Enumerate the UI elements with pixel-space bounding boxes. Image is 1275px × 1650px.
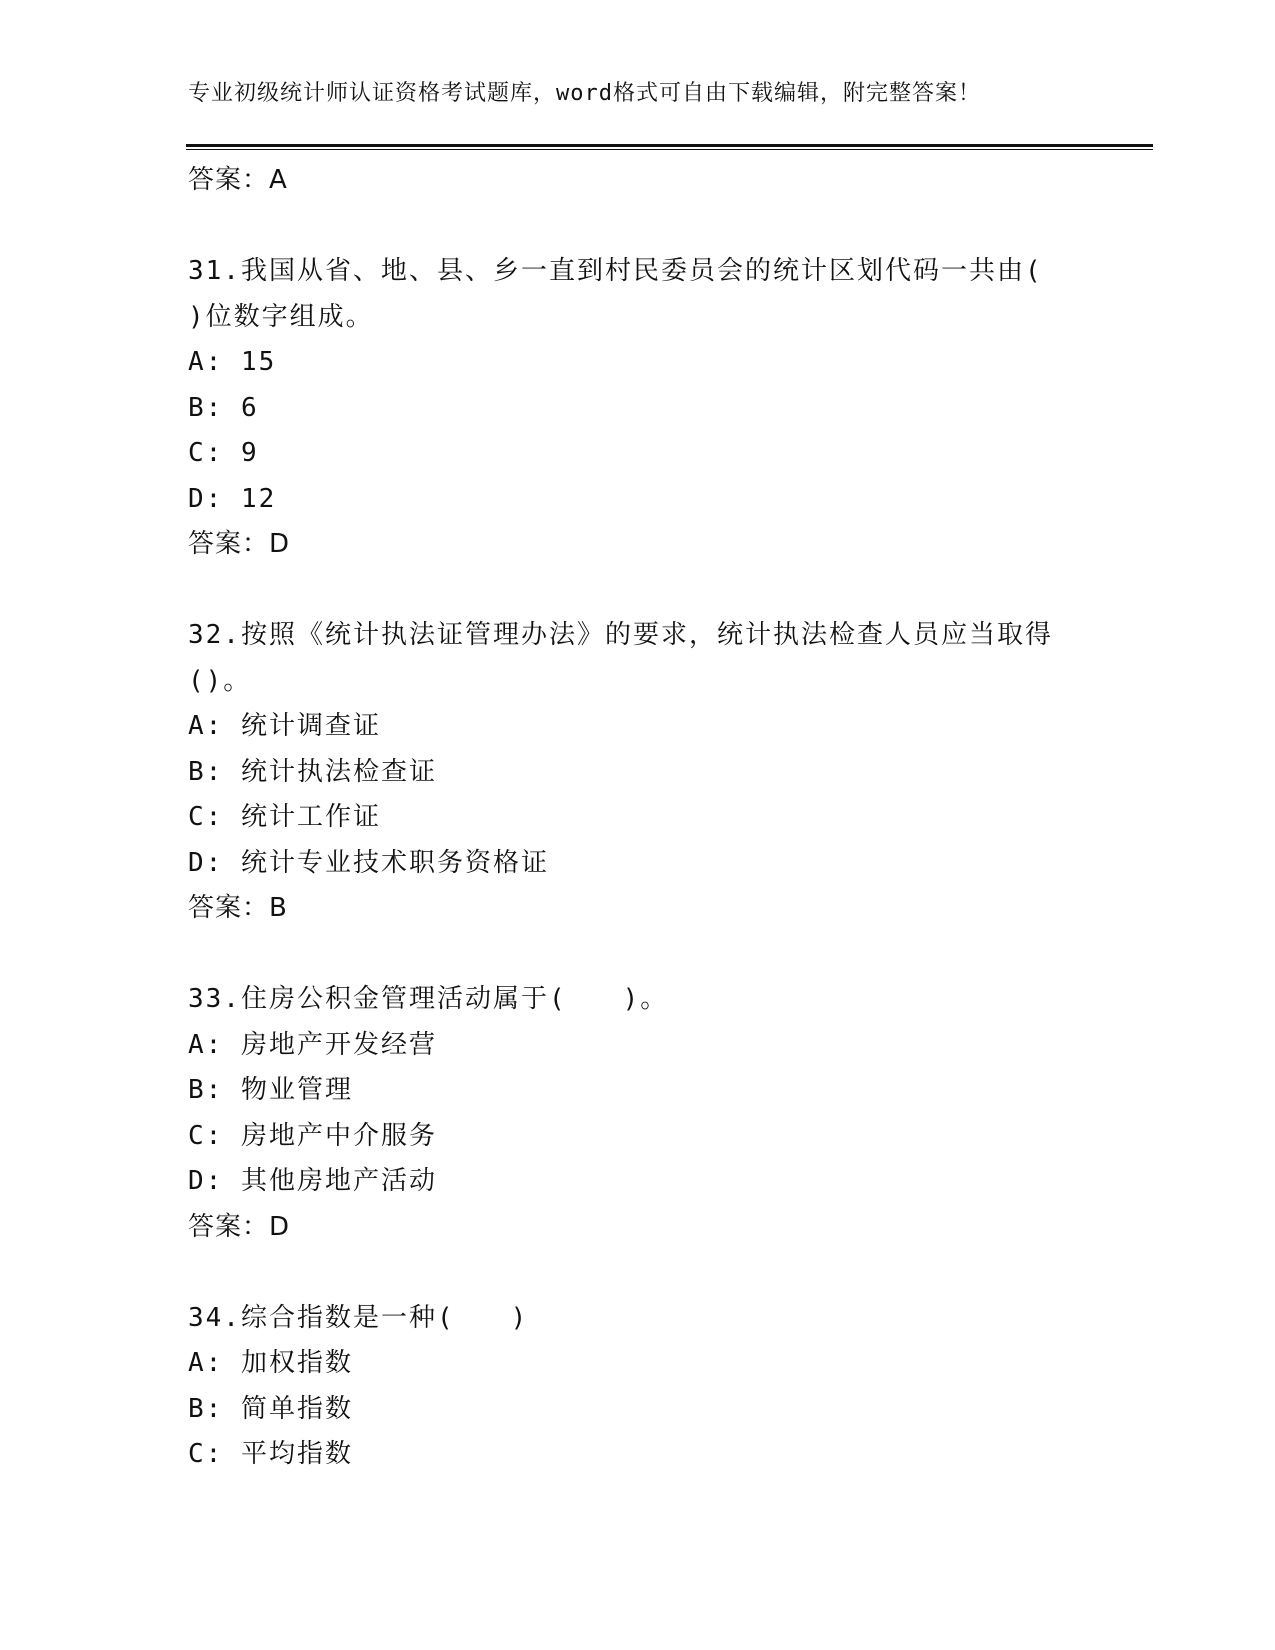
question-stem-continued: )位数字组成。 [188,301,374,332]
option-a: A: 15 [188,347,277,377]
question-31 [188,249,1088,568]
option-d: D: 统计专业技术职务资格证 [188,847,549,878]
option-c: C: 9 [188,438,259,468]
option-a: A: 统计调查证 [188,711,381,741]
question-32 [188,613,1088,932]
question-stem: 31.我国从省、地、县、乡一直到村民委员会的统计区划代码一共由( [188,256,1043,286]
option-a: A: 加权指数 [188,1348,353,1378]
previous-answer: 答案：A [188,165,288,195]
page-header: 专业初级统计师认证资格考试题库，word格式可自由下载编辑，附完整答案！ [188,81,981,106]
option-c: C: 平均指数 [188,1439,353,1469]
spacer [188,568,1088,614]
option-c: C: 统计工作证 [188,802,381,832]
answer: 答案：D [188,1211,291,1242]
answer: 答案：D [188,529,291,559]
option-d: D: 其他房地产活动 [188,1166,437,1196]
option-a: A: 房地产开发经营 [188,1029,437,1060]
answer: 答案：B [188,893,288,923]
question-33 [188,977,1088,1250]
spacer [188,1250,1088,1296]
question-34 [188,1296,1088,1478]
option-b: B: 物业管理 [188,1075,353,1105]
spacer [188,204,1088,250]
option-d: D: 12 [188,483,277,514]
question-stem: 32.按照《统计执法证管理办法》的要求，统计执法检查人员应当取得 [188,620,1053,650]
spacer [188,932,1088,978]
question-stem: 33.住房公积金管理活动属于( )。 [188,984,669,1014]
option-c: C: 房地产中介服务 [188,1120,437,1151]
question-stem-continued: ()。 [188,665,252,696]
option-b: B: 统计执法检查证 [188,756,437,787]
question-stem: 34.综合指数是一种( ) [188,1302,529,1333]
option-b: B: 6 [188,392,259,423]
question-content [188,158,1088,1478]
option-b: B: 简单指数 [188,1393,353,1424]
header-divider [186,144,1153,150]
